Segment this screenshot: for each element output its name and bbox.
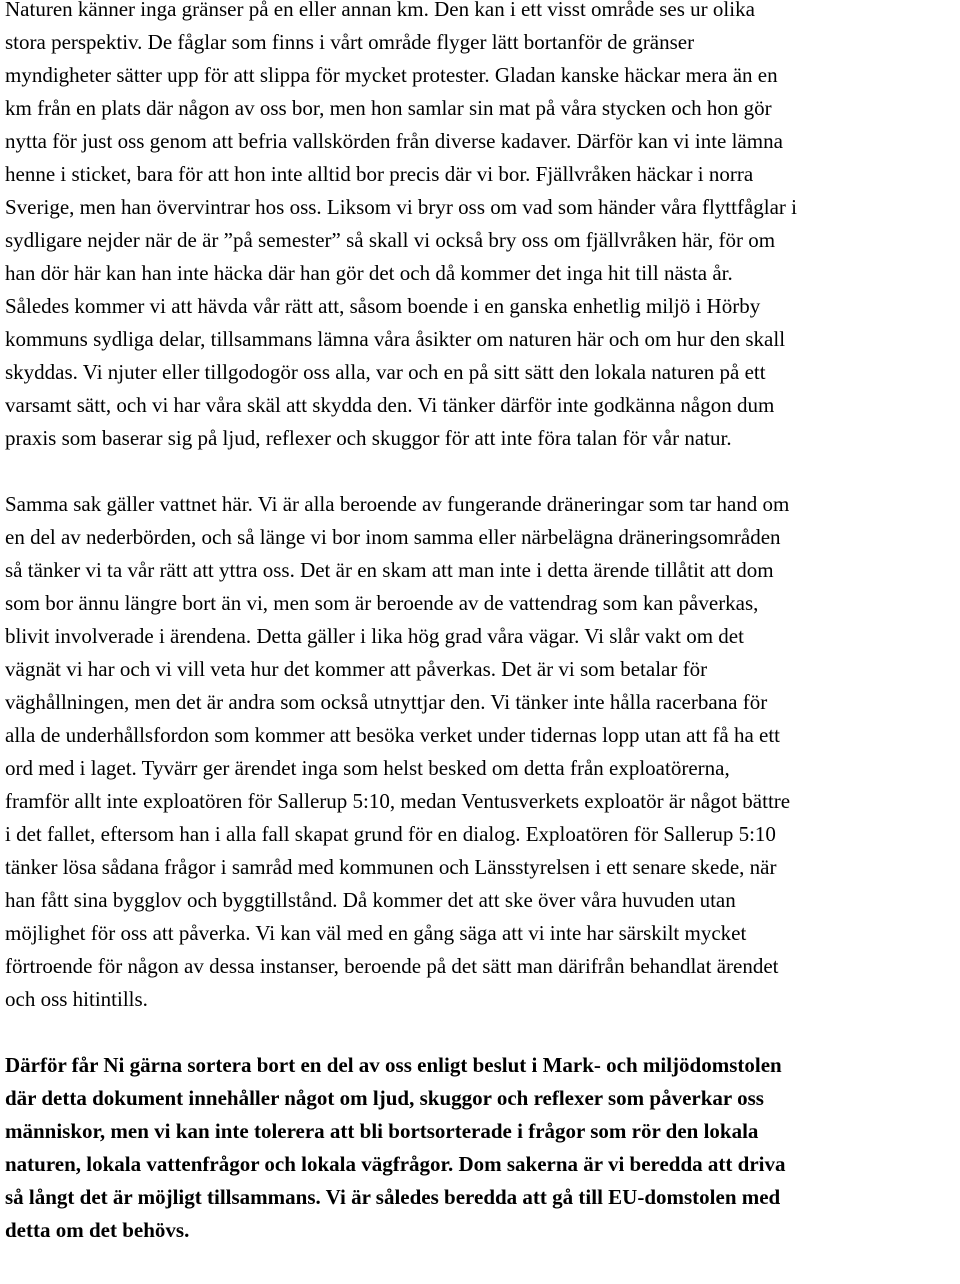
text-line: ord med i laget. Tyvärr ger ärendet inga som helst besked om detta från exploatörerna,	[5, 756, 730, 780]
paragraph-spacer	[5, 1016, 953, 1049]
text-line: och oss hitintills.	[5, 987, 148, 1011]
text-line: stora perspektiv. De fåglar som finns i vårt område flyger lätt bortanför de gränser	[5, 30, 695, 54]
text-line: myndigheter sätter upp för att slippa för mycket protester. Gladan kanske häckar mera än en	[5, 63, 778, 87]
paragraph-conclusion	[5, 1049, 953, 1247]
paragraph-spacer	[5, 455, 953, 488]
text-line: han fått sina bygglov och byggtillstånd. Då kommer det att ske över våra huvuden utan	[5, 888, 736, 912]
text-line: Sverige, men han övervintrar hos oss. Liksom vi bryr oss om vad som händer våra flyttfåglar i	[5, 195, 797, 219]
text-line: så tänker vi ta vår rätt att yttra oss. Det är en skam att man inte i detta ärende tillåtit att dom	[5, 558, 774, 582]
text-line: henne i sticket, bara för att hon inte alltid bor precis där vi bor. Fjällvråken häckar i norra	[5, 162, 754, 186]
text-line: detta om det behövs.	[5, 1218, 190, 1242]
text-line: han dör här kan han inte häcka där han gör det och då kommer det inga hit till nästa år.	[5, 261, 733, 285]
text-line: skyddas. Vi njuter eller tillgodogör oss alla, var och en på sitt sätt den lokala naturen på ett	[5, 360, 766, 384]
paragraph-water-roads	[5, 488, 953, 1016]
text-line: framför allt inte exploatören för Sallerup 5:10, medan Ventusverkets exploatör är något bättre	[5, 789, 791, 813]
text-line: nytta för just oss genom att befria vallskörden från diverse kadaver. Därför kan vi inte lämna	[5, 129, 783, 153]
text-line: Samma sak gäller vattnet här. Vi är alla beroende av fungerande dräneringar som tar hand om	[5, 492, 790, 516]
text-line: i det fallet, eftersom han i alla fall skapat grund för en dialog. Exploatören för Sallerup 5:10	[5, 822, 776, 846]
text-line: tänker lösa sådana frågor i samråd med kommunen och Länsstyrelsen i ett senare skede, när	[5, 855, 777, 879]
text-line: alla de underhållsfordon som kommer att besöka verket under tidernas lopp utan att få ha ett	[5, 723, 781, 747]
text-line: som bor ännu längre bort än vi, men som är beroende av de vattendrag som kan påverkas,	[5, 591, 759, 615]
text-line: Således kommer vi att hävda vår rätt att, såsom boende i en ganska enhetlig miljö i Hörby	[5, 294, 761, 318]
text-line: praxis som baserar sig på ljud, reflexer och skuggor för att inte föra talan för vår natur.	[5, 426, 732, 450]
text-line: Därför får Ni gärna sortera bort en del av oss enligt beslut i Mark- och miljödomstolen	[5, 1053, 782, 1077]
text-line: blivit involverade i ärendena. Detta gäller i lika hög grad våra vägar. Vi slår vakt om det	[5, 624, 744, 648]
text-line: väghållningen, men det är andra som också utnyttjar den. Vi tänker inte hålla racerbana för	[5, 690, 768, 714]
text-line: människor, men vi kan inte tolerera att bli bortsorterade i frågor som rör den lokala	[5, 1119, 759, 1143]
text-line: kommuns sydliga delar, tillsammans lämna våra åsikter om naturen här och om hur den skall	[5, 327, 786, 351]
text-line: en del av nederbörden, och så länge vi bor inom samma eller närbelägna dräneringsområden	[5, 525, 781, 549]
text-line: vägnät vi har och vi vill veta hur det kommer att påverkas. Det är vi som betalar för	[5, 657, 708, 681]
text-line: km från en plats där någon av oss bor, men hon samlar sin mat på våra stycken och hon gör	[5, 96, 772, 120]
document-page	[5, 0, 953, 1247]
paragraph-nature	[5, 0, 953, 455]
text-line: varsamt sätt, och vi har våra skäl att skydda den. Vi tänker därför inte godkänna någon dum	[5, 393, 775, 417]
text-line: sydligare nejder när de är ”på semester” så skall vi också bry oss om fjällvråken här, för om	[5, 228, 776, 252]
text-line: förtroende för någon av dessa instanser, beroende på det sätt man därifrån behandlat ärendet	[5, 954, 779, 978]
text-line: där detta dokument innehåller något om ljud, skuggor och reflexer som påverkar oss	[5, 1086, 764, 1110]
text-line: Naturen känner inga gränser på en eller annan km. Den kan i ett visst område ses ur olika	[5, 0, 755, 21]
text-line: naturen, lokala vattenfrågor och lokala vägfrågor. Dom sakerna är vi beredda att driva	[5, 1152, 786, 1176]
text-line: så långt det är möjligt tillsammans. Vi är således beredda att gå till EU-domstolen med	[5, 1185, 781, 1209]
text-line: möjlighet för oss att påverka. Vi kan väl med en gång säga att vi inte har särskilt mycket	[5, 921, 747, 945]
